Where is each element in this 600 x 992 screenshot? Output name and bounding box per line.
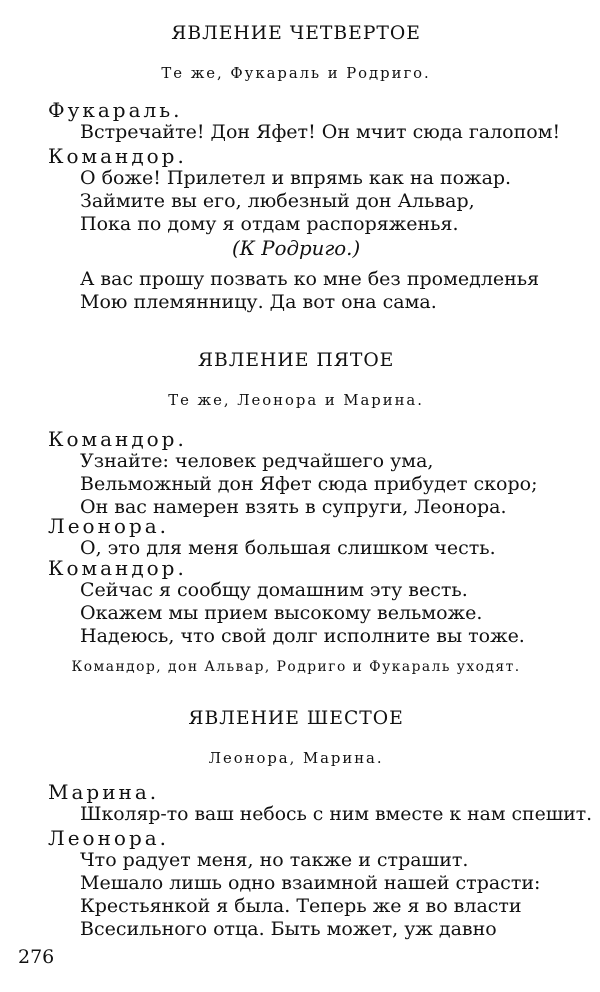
speaker-name: Командор. — [48, 427, 187, 451]
speaker-name: Командор. — [48, 556, 187, 580]
speaker-name: Марина. — [48, 780, 160, 804]
verse-line: Что радует меня, но также и страшит. — [80, 849, 469, 871]
verse-line: Вельможный дон Яфет сюда прибудет скоро; — [80, 473, 538, 495]
scene-heading: ЯВЛЕНИЕ ПЯТОЕ — [197, 349, 395, 371]
cast-list: Те же, Фукараль и Родриго. — [161, 64, 431, 82]
stage-direction-exit: Командор, дон Альвар, Родриго и Фукараль уходят. — [71, 659, 521, 675]
speaker-name: Леонора. — [48, 514, 170, 538]
verse-line: А вас прошу позвать ко мне без промедленья — [80, 268, 540, 290]
verse-line: Надеюсь, что свой долг исполните вы тоже. — [80, 625, 525, 647]
verse-line: Он вас намерен взять в супруги, Леонора. — [80, 496, 507, 518]
speaker-name: Леонора. — [48, 826, 170, 850]
verse-line: Крестьянкой я была. Теперь же я во власти — [80, 895, 522, 917]
verse-line: Окажем мы прием высокому вельможе. — [80, 602, 483, 624]
verse-line: Мешало лишь одно взаимной нашей страсти: — [80, 872, 541, 894]
verse-line: О боже! Прилетел и впрямь как на пожар. — [80, 167, 512, 189]
page-number: 276 — [18, 946, 55, 968]
scene-heading: ЯВЛЕНИЕ ЧЕТВЕРТОЕ — [171, 22, 421, 44]
speaker-name: Фукараль. — [48, 98, 183, 122]
verse-line: Встречайте! Дон Яфет! Он мчит сюда галопом! — [80, 121, 561, 143]
speaker-name: Командор. — [48, 144, 187, 168]
stage-direction: (К Родриго.) — [232, 236, 361, 260]
verse-line: Пока по дому я отдам распоряженья. — [80, 213, 459, 235]
verse-line: Всесильного отца. Быть может, уж давно — [80, 918, 497, 940]
cast-list: Леонора, Марина. — [208, 749, 384, 767]
verse-line: Мою племянницу. Да вот она сама. — [80, 291, 437, 313]
verse-line: О, это для меня большая слишком честь. — [80, 537, 496, 559]
scene-heading: ЯВЛЕНИЕ ШЕСТОЕ — [188, 707, 404, 729]
verse-line: Займите вы его, любезный дон Альвар, — [80, 190, 475, 212]
verse-line: Узнайте: человек редчайшего ума, — [80, 450, 434, 472]
verse-line: Сейчас я сообщу домашним эту весть. — [80, 579, 468, 601]
verse-line: Школяр-то ваш небось с ним вместе к нам спешит. — [80, 803, 593, 825]
cast-list: Те же, Леонора и Марина. — [168, 391, 424, 409]
